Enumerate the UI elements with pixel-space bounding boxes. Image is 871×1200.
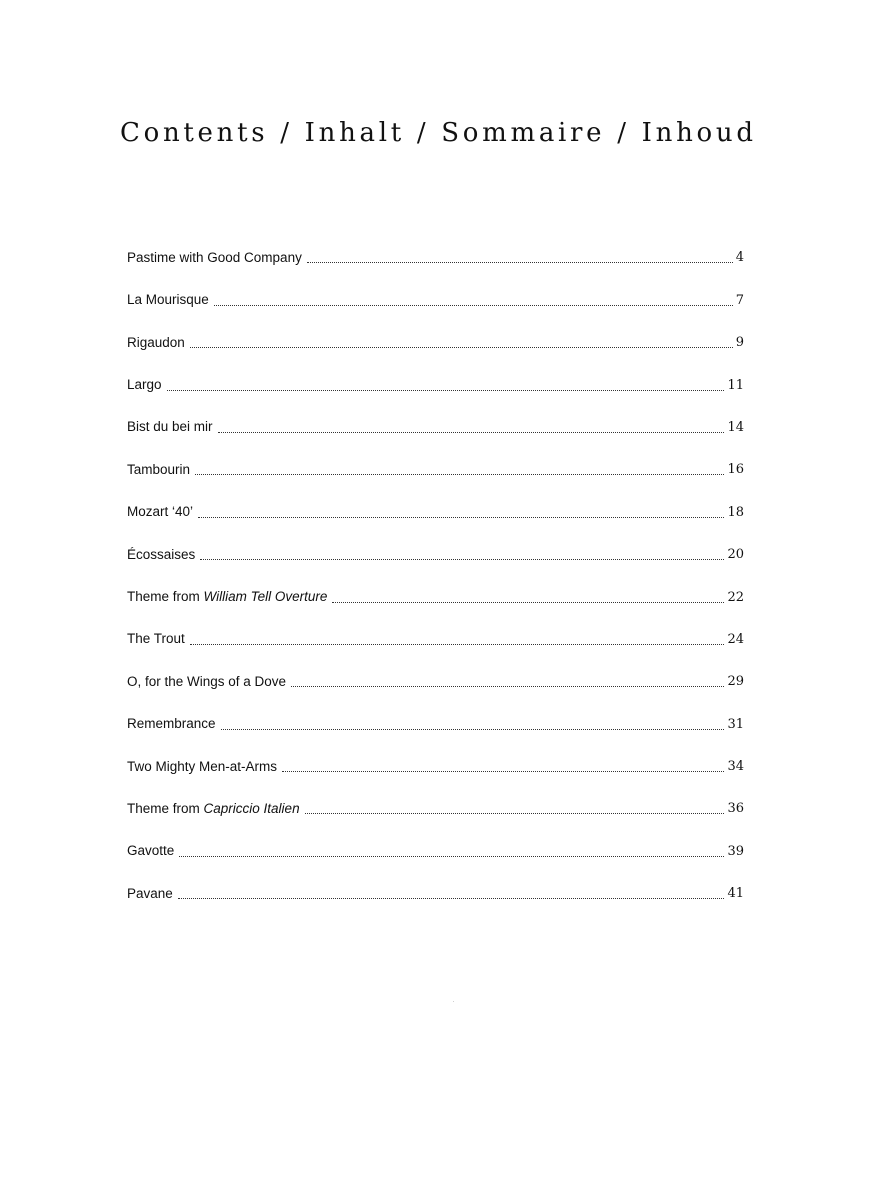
dot-leader [190, 347, 733, 348]
toc-entry-title [127, 548, 195, 564]
toc-entry-title-text: Rigaudon [127, 334, 185, 350]
toc-entry [127, 266, 744, 308]
toc-entry-title-text: Mozart ‘40’ [127, 504, 194, 520]
toc-entry-title-text: Largo [127, 377, 162, 393]
dot-leader [332, 602, 724, 603]
toc-entry [127, 521, 744, 563]
dot-leader [200, 559, 724, 560]
dot-leader [305, 813, 725, 814]
page-title: Contents / Inhalt / Sommaire / Inhoud [120, 118, 757, 148]
toc-entry [127, 436, 744, 478]
toc-entry [127, 224, 744, 266]
toc-entry [127, 394, 744, 436]
toc-entry-title-text: O, for the Wings of a Dove [127, 673, 287, 689]
toc-entry [127, 733, 744, 775]
toc-entry-page-number: 4 [735, 250, 744, 266]
toc-entry-title-text: Tambourin [127, 461, 191, 477]
dot-leader [282, 771, 724, 772]
toc-entry-title [127, 463, 190, 479]
toc-entry [127, 563, 744, 605]
toc-entry-title-text: La Mourisque [127, 292, 209, 308]
toc-entry [127, 648, 744, 690]
dot-leader [214, 305, 733, 306]
toc-entry [127, 775, 744, 817]
toc-entry-page-number: 39 [727, 843, 744, 859]
toc-entry-page-number: 18 [727, 504, 744, 520]
dot-leader [198, 517, 724, 518]
toc-entry-title [127, 505, 193, 521]
dot-leader [167, 390, 725, 391]
toc-entry-title [127, 717, 216, 733]
dot-leader [190, 644, 725, 645]
toc-entry-title [127, 632, 185, 648]
toc-entry-title-italic: Capriccio Italien [203, 800, 300, 816]
toc-entry-page-number: 34 [727, 759, 744, 775]
dot-leader [195, 474, 724, 475]
toc-entry-page-number: 24 [727, 631, 744, 647]
toc-entry-page-number: 36 [727, 801, 744, 817]
dot-leader [218, 432, 725, 433]
toc-entry-page-number: 9 [735, 335, 744, 351]
toc-entry [127, 351, 744, 393]
toc-entry-page-number: 11 [727, 377, 744, 393]
toc-entry-page-number: 41 [727, 886, 744, 902]
toc-entry-title-text: Bist du bei mir [127, 419, 213, 435]
toc-entry-title-text: Two Mighty Men-at-Arms [127, 758, 278, 774]
toc-entry-page-number: 16 [727, 462, 744, 478]
toc-entry [127, 690, 744, 732]
toc-entry-title [127, 887, 173, 903]
dot-leader [178, 898, 725, 899]
toc-entry-title [127, 844, 174, 860]
toc-entry-title [127, 590, 327, 606]
dot-leader [221, 729, 725, 730]
toc-entry [127, 817, 744, 859]
toc-entry-title [127, 336, 185, 352]
toc-entry-title [127, 251, 302, 267]
toc-entry-title-text: Écossaises [127, 546, 196, 562]
dot-leader [307, 262, 733, 263]
toc-entry-title-text: Theme from [127, 800, 204, 816]
toc-entry [127, 606, 744, 648]
toc-entry [127, 860, 744, 902]
toc-entry-title [127, 420, 213, 436]
toc-entry-page-number: 7 [735, 292, 744, 308]
toc-entry-title-italic: William Tell Overture [203, 589, 328, 605]
toc-entry [127, 478, 744, 520]
dot-leader [291, 686, 724, 687]
toc-entry [127, 309, 744, 351]
toc-entry-page-number: 20 [727, 547, 744, 563]
toc-entry-title [127, 675, 286, 691]
toc-entry-title-text: Pavane [127, 885, 173, 901]
toc-entry-title-text: Theme from [127, 589, 204, 605]
toc-entry-title-text: The Trout [127, 631, 185, 647]
dot-leader [179, 856, 724, 857]
toc-entry-page-number: 31 [727, 716, 744, 732]
toc-entry-title-text: Gavotte [127, 843, 175, 859]
toc-entry-title [127, 293, 209, 309]
toc-entry-title-text: Remembrance [127, 716, 216, 732]
table-of-contents [127, 224, 744, 902]
toc-entry-title [127, 802, 300, 818]
toc-entry-title [127, 378, 162, 394]
paper-speck [453, 1001, 454, 1002]
toc-entry-page-number: 29 [727, 674, 744, 690]
toc-entry-title-text: Pastime with Good Company [127, 249, 302, 265]
toc-entry-title [127, 760, 277, 776]
toc-entry-page-number: 22 [727, 589, 744, 605]
toc-entry-page-number: 14 [727, 419, 744, 435]
